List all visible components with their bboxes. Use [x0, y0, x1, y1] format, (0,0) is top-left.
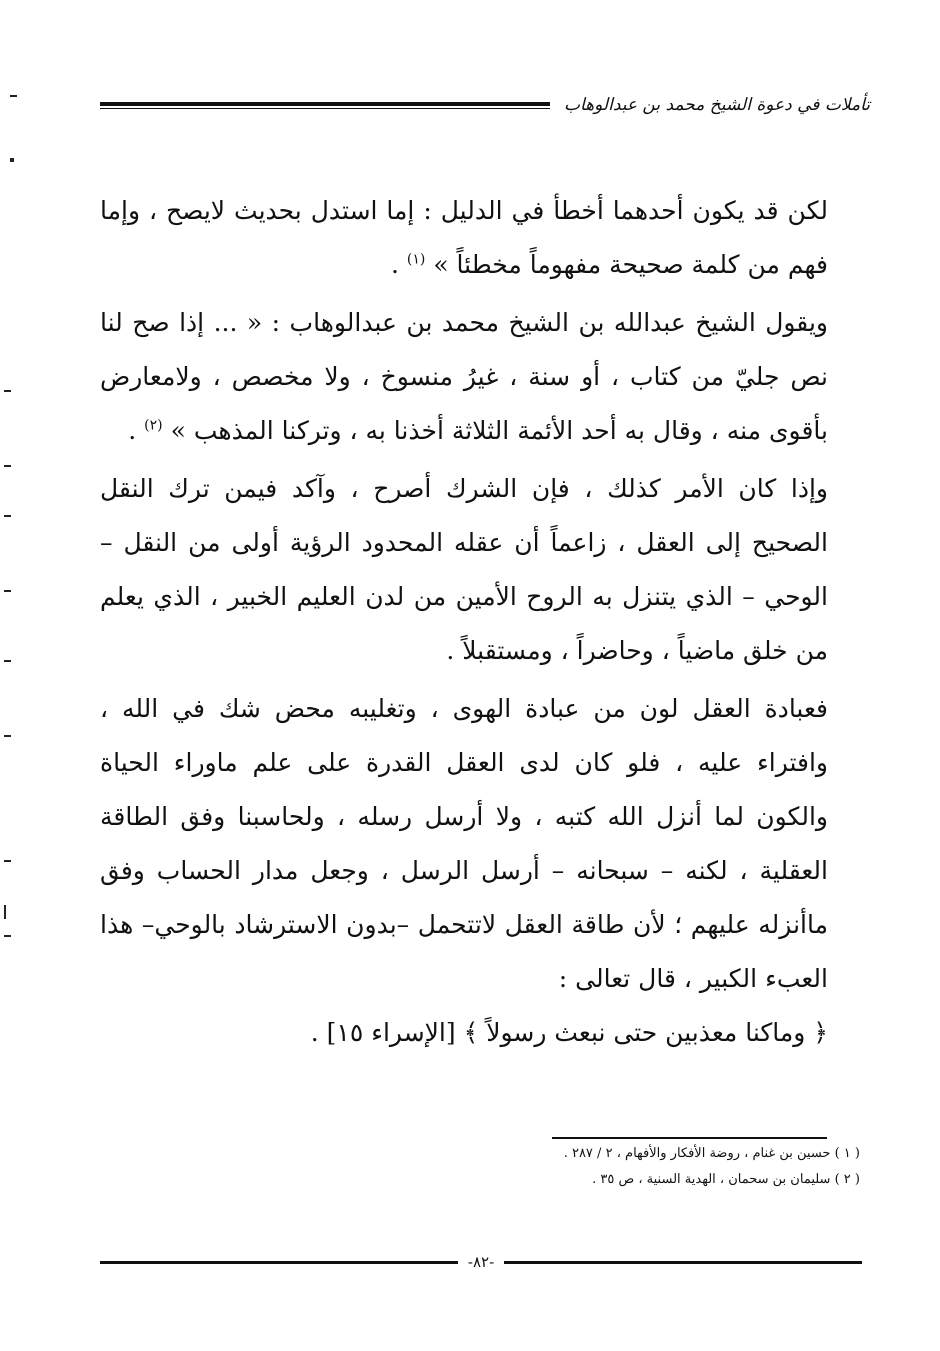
page-footer — [100, 1250, 862, 1274]
scan-mark — [4, 390, 11, 392]
footnote-ref-2: (٢) — [144, 417, 163, 434]
verse-text: وماكنا معذبين حتى نبعث رسولاً — [486, 1018, 806, 1047]
scan-mark — [4, 465, 11, 467]
main-text — [100, 184, 828, 1060]
running-header — [100, 88, 870, 122]
footnote-separator — [552, 1137, 827, 1139]
scan-mark — [4, 590, 11, 592]
footer-rule-right — [504, 1261, 862, 1264]
verse-end: . — [310, 1018, 319, 1047]
footnote-1: ( ١ ) حسين بن غنام ، روضة الأفكار والأفهام ، ٢ / ٢٨٧ . — [563, 1146, 860, 1161]
scan-mark — [4, 860, 11, 862]
footer-rule-left — [100, 1261, 458, 1264]
verse-reference: [الإسراء ١٥] — [326, 1018, 456, 1047]
paragraph-1-end: . — [390, 250, 399, 279]
scan-mark — [4, 515, 11, 517]
paragraph-2-end: . — [128, 416, 137, 445]
scan-mark — [10, 95, 17, 97]
scan-mark — [4, 935, 11, 937]
paragraph-2 — [100, 296, 828, 458]
scan-mark — [10, 158, 14, 162]
header-rule — [100, 102, 550, 109]
scan-mark — [4, 905, 6, 919]
scan-mark — [4, 660, 11, 662]
paragraph-4: فعبادة العقل لون من عبادة الهوى ، وتغليبه محض شك في الله ، وافتراء عليه ، فلو كان لدى العقل القدرة على علم ماوراء الحياة والكون لما أنزل الله كتبه ، ولا أرسل رسله ، ولحاسبنا وفق الطاقة العقلية ، لكنه – سبحانه – أرسل الرسل ، وجعل مدار الحساب وفق ماأنزله عليهم ؛ لأن طاقة العقل لاتتحمل –بدون الاسترشاد بالوحي– هذا العبء الكبير ، قال تعالى : — [100, 694, 828, 993]
quran-verse — [100, 1006, 828, 1060]
scan-mark — [4, 735, 11, 737]
header-title: تأملات في دعوة الشيخ محمد بن عبدالوهاب — [564, 95, 870, 115]
footnotes — [430, 1141, 860, 1193]
page-number: -٨٢- — [467, 1253, 495, 1271]
verse-open-bracket: ﴿ — [813, 1018, 828, 1047]
paragraph-1-text: لكن قد يكون أحدهما أخطأ في الدليل : إما استدل بحديث لايصح ، وإما فهم من كلمة صحيحة مفهوماً مخطئاً » — [100, 196, 828, 279]
paragraph-3: وإذا كان الأمر كذلك ، فإن الشرك أصرح ، وآكد فيمن ترك النقل الصحيح إلى العقل ، زاعماً أن عقله المحدود الرؤية أولى من النقل – الوحي – الذي يتنزل به الروح الأمين من لدن العليم الخبير ، الذي يعلم من خلق ماضياً ، وحاضراً ، ومستقبلاً . — [100, 474, 828, 665]
paragraph-1 — [100, 184, 828, 292]
verse-close-bracket: ﴾ — [463, 1018, 479, 1047]
footnote-ref-1: (١) — [406, 251, 426, 268]
paragraph-2-text: ويقول الشيخ عبدالله بن الشيخ محمد بن عبدالوهاب : « ... إذا صح لنا نص جليّ من كتاب ، أو سنة ، غيرُ منسوخ ، ولا مخصص ، ولامعارض بأقوى منه ، وقال به أحد الأئمة الثلاثة أخذنا به ، وتركنا المذهب » — [100, 308, 828, 445]
footnote-2: ( ٢ ) سليمان بن سحمان ، الهدية السنية ، ص ٣٥ . — [592, 1172, 860, 1187]
